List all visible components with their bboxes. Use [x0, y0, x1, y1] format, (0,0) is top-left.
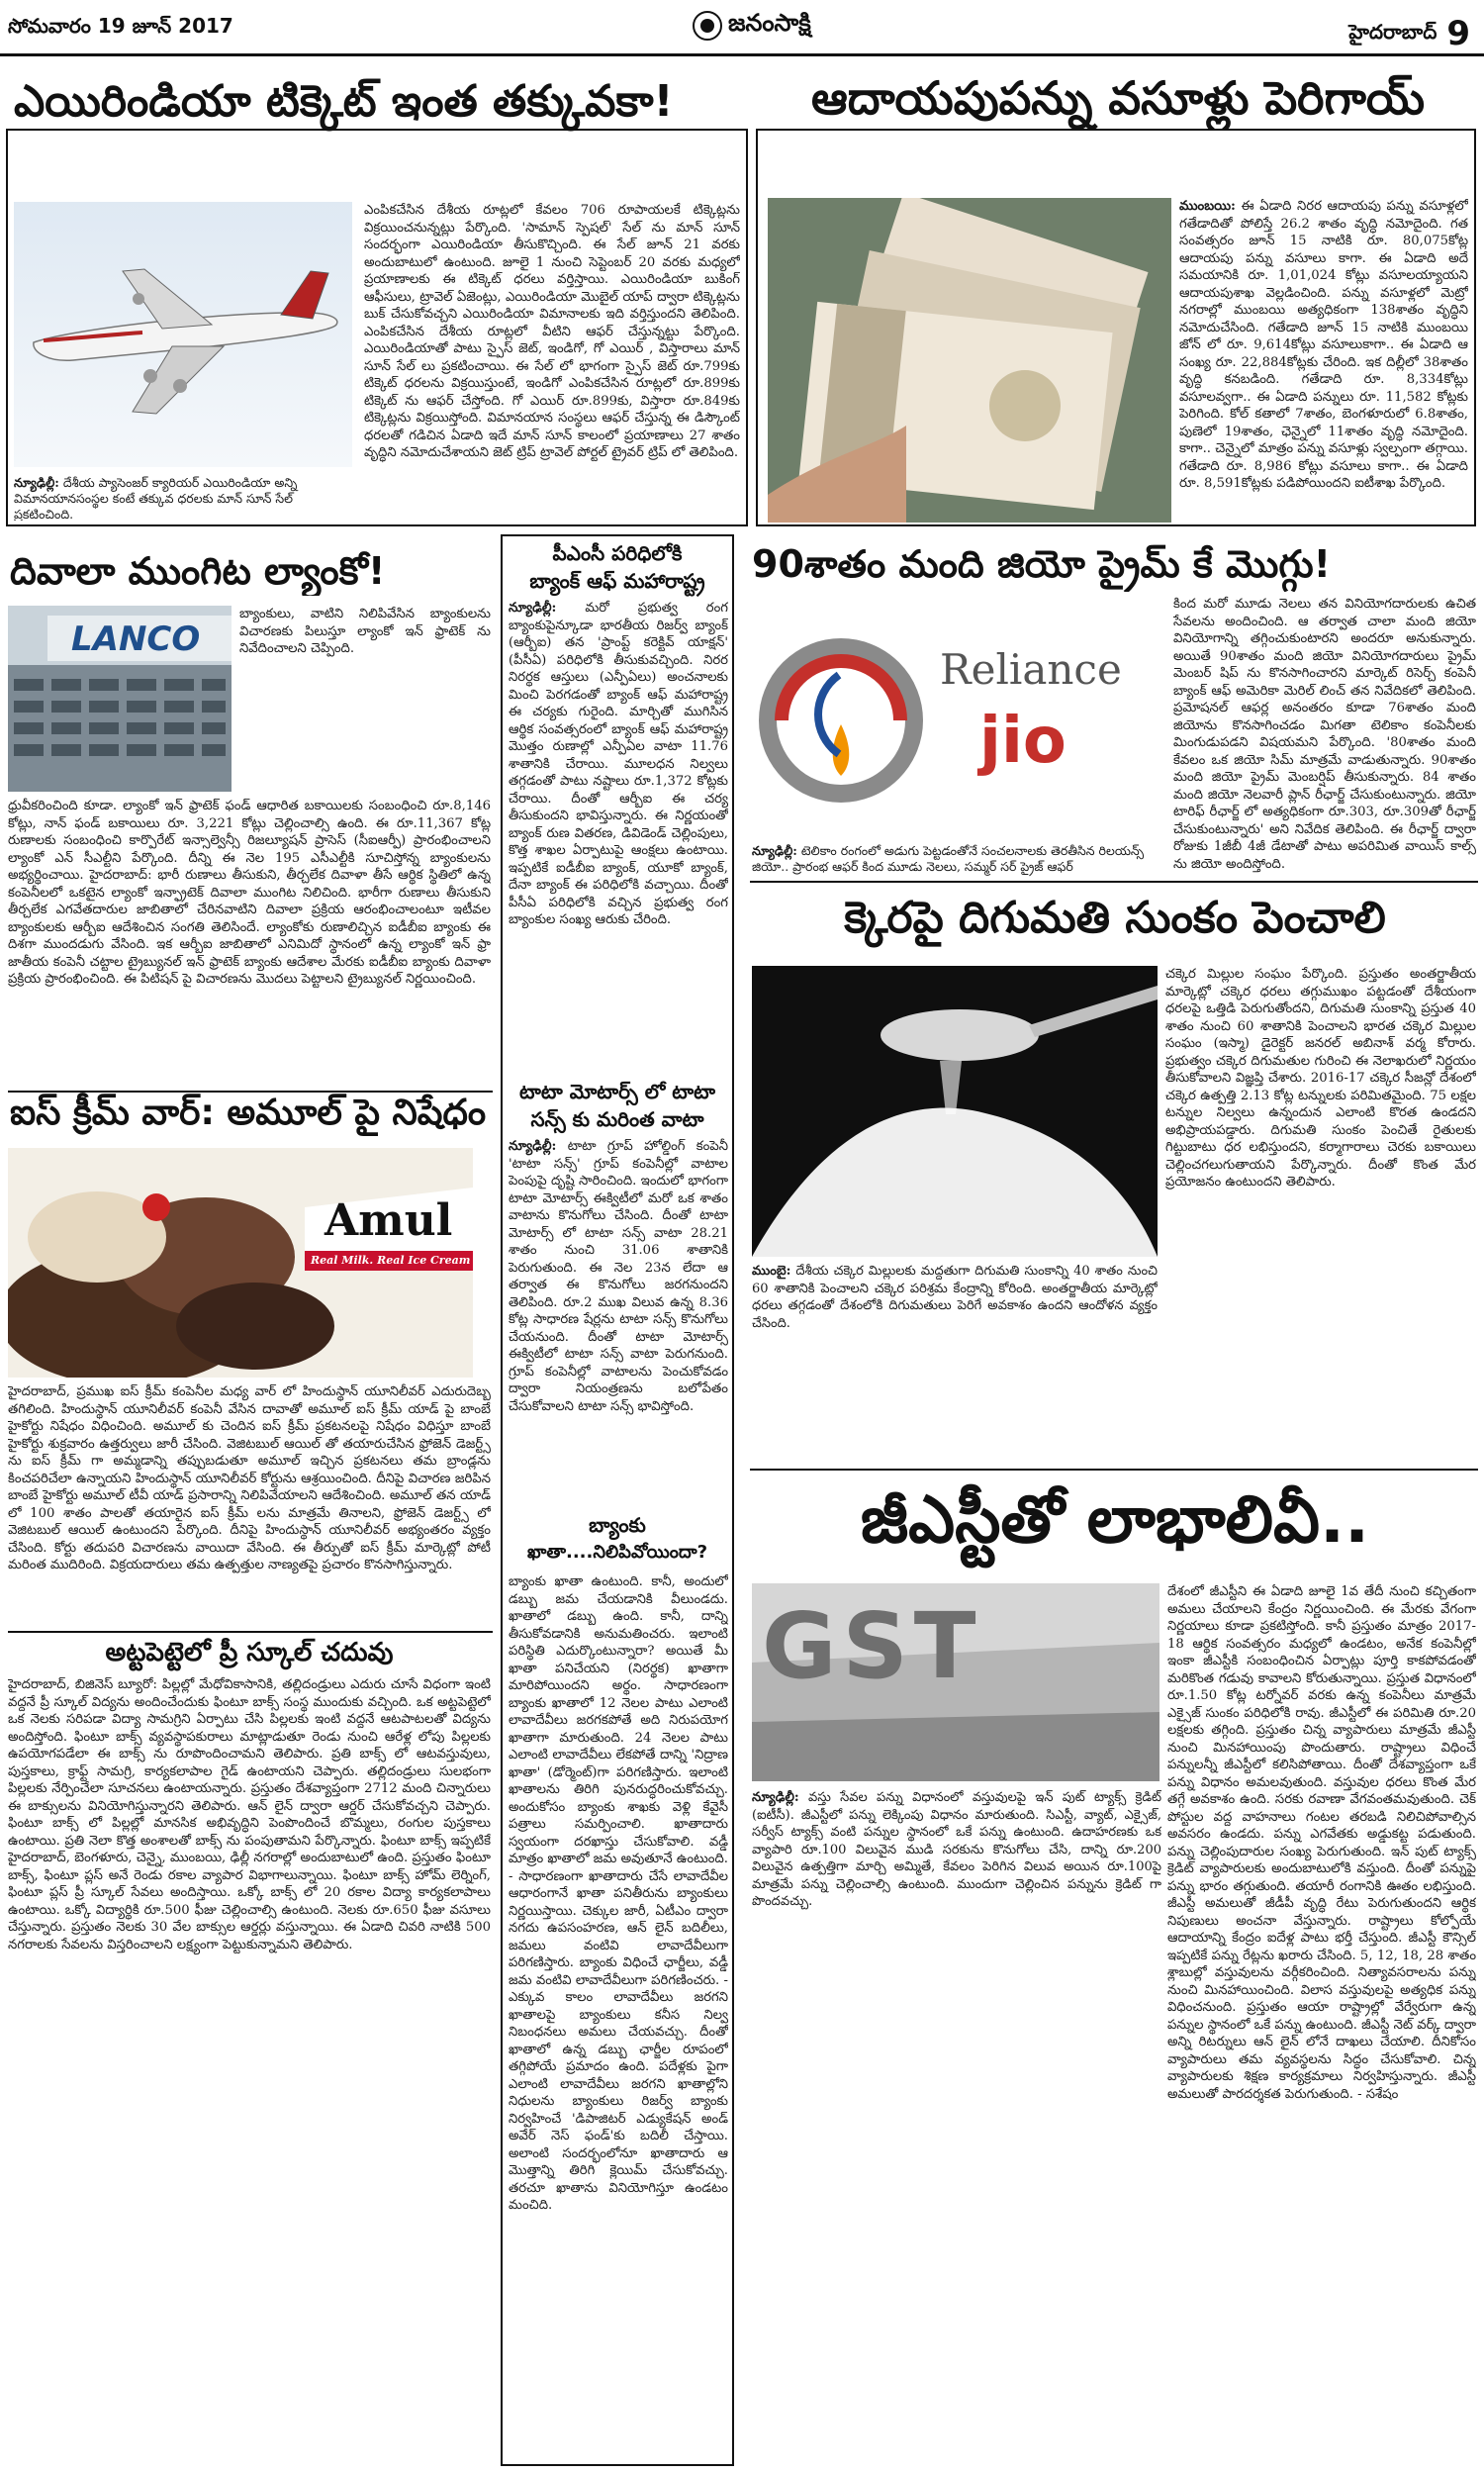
- jio-logo-text-1: Reliance: [940, 645, 1122, 694]
- gst-image: [752, 1583, 1159, 1781]
- tata-headline-2: సన్స్ కు మరింత వాటా: [530, 1107, 704, 1131]
- issue-date: సోమవారం 19 జూన్ 2017: [8, 14, 233, 38]
- amul-tagline: Real Milk. Real Ice Cream: [305, 1251, 473, 1271]
- pmc-headline-1: పీఎంసీ పరిధిలోకి: [552, 541, 683, 565]
- air-india-caption-text: దేశీయ ప్యాసెంజర్ క్యారియర్ ఎయిరిండియా అన్ని విమానయానసంస్థల కంటే తక్కువ ధరలకు మాన్ సూన్ సేల్ ప్రకటించింది.: [14, 475, 298, 521]
- jio-logo-image: [752, 606, 1165, 835]
- gst-caption-lead: న్యూఢిల్లీ:: [752, 1790, 799, 1805]
- pmc-headline-2: బ్యాంక్ ఆఫ్ మహారాష్ట్ర: [529, 569, 705, 593]
- air-india-plane-image: [14, 202, 352, 467]
- amul-logo-text: Amul: [325, 1195, 453, 1246]
- pmc-text: మరో ప్రభుత్వ రంగ బ్యాంకుపైన్కూడా భారతీయ రిజర్వ్ బ్యాంక్ (ఆర్బీఐ) తన 'ప్రాంప్ట్ కరెక్టివ్ యాక్షన్' (పీసీఏ) పరిధిలోకి తీసుకువచ్చింది. నిరర నిరర్థక ఆస్తులు (ఎన్పీఏలు) అంచనాలకు మించి పెరగడంతో బ్యాంక్ ఆఫ్ మహారాష్ట్ర ఈ చర్యకు గురైంది. మార్చితో ముగిసిన ఆర్థిక సంవత్సరంలో బ్యాంక్ ఆఫ్ మహారాష్ట్ర మొత్తం రుణాల్లో ఎన్పీఏల వాటా 11.76 శాతానికి చేరాయి. మూలధన నిల్వలు తగ్గడంతో పాటు నష్టాలు రూ.1,372 కోట్లకు చేరాయి. దీంతో ఆర్బీఐ ఈ చర్య తీసుకుందని భావిస్తున్నారు. ఈ నిర్ణయంతో బ్యాంక్ రుణ వితరణ, డివిడెండ్ చెల్లింపులు, కొత్త శాఖల ఏర్పాటుపై ఆంక్షలు ఉంటాయి. ఇప్పటికే ఐడీబీఐ బ్యాంక్, యూకో బ్యాంక్, దేనా బ్యాంక్ ఈ పరిధిలోకి వచ్చాయి. దీంతో పీసీఏ పరిధిలోకి వచ్చిన ప్రభుత్వ రంగ బ్యాంకుల సంఖ్య ఆరుకు చేరింది.: [509, 601, 728, 927]
- gst-caption-text: వస్తు సేవల పన్ను విధానంలో వస్తువులపై ఇన్ పుట్ ట్యాక్స్ క్రెడిట్ (ఐటీసీ). జీఎస్టీలో పన్ను లెక్కింపు విధానం మారుతుంది. సిఎస్టీ, వ్యాట్, ఎక్సైజ్, సర్వీస్ ట్యాక్స్ వంటి పన్నుల స్థానంలో ఒకే పన్ను ఉంటుంది. ఉదాహరణకు ఒక వ్యాపారి రూ.100 విలువైన ముడి సరకును కొనుగోలు చేసి, దాన్ని రూ.200 విలువైన ఉత్పత్తిగా మార్చి అమ్మితే, కేవలం పెరిగిన విలువ అయిన రూ.100పై మాత్రమే పన్ను చెల్లించాల్సి ఉంటుంది. ముందుగా చెల్లించిన పన్నును క్రెడిట్ గా పొందవచ్చు.: [752, 1790, 1161, 1909]
- sugar-image: [752, 966, 1158, 1257]
- jio-caption-text: టెలికాం రంగంలో అడుగు పెట్టడంతోనే సంచలనాలకు తెరతీసిన రిలయన్స్ జియో.. ప్రారంభ ఆఫర్ కింద మూడు నెలలు, సమ్మర్ సర్ ప్రైజ్ ఆఫర్: [752, 843, 1145, 874]
- lanco-building-image: [8, 606, 232, 792]
- page-header-right: [1348, 14, 1470, 53]
- lanco-headline: దివాలా ముంగిట ల్యాంకో!: [10, 549, 386, 593]
- bank-body: బ్యాంకు ఖాతా ఉంటుంది. కానీ, అందులో డబ్బు జమ చేయడానికి వీలుండదు. ఖాతాలో డబ్బు ఉంది. కానీ, దాన్ని తీసుకోవడానికి అనుమతించరు. ఇలాంటి పరిస్థితి ఎదుర్కొంటున్నారా? అయితే మీ ఖాతా పనిచేయని (నిరర్థక) ఖాతాగా మారిపోయిందని అర్థం. సాధారణంగా బ్యాంకు ఖాతాలో 12 నెలల పాటు ఎలాంటి లావాదేవీలు జరగకపోతే అది నిరుపయోగ ఖాతాగా మారుతుంది. 24 నెలల పాటు ఎలాంటి లావాదేవీలు లేకపోతే దాన్ని 'నిద్రాణ ఖాతా' (డోర్మెంట్)గా పరిగణిస్తారు. ఇలాంటి ఖాతాలను తిరిగి పునరుద్ధరించుకోవచ్చు. అందుకోసం బ్యాంకు శాఖకు వెళ్లి కేవైసీ పత్రాలు సమర్పించాలి. ఖాతాదారు స్వయంగా దరఖాస్తు చేసుకోవాలి. వడ్డీ మాత్రం ఖాతాలో జమ అవుతూనే ఉంటుంది. - సాధారణంగా ఖాతాదారు చేసే లావాదేవీల ఆధారంగానే ఖాతా పనితీరును బ్యాంకులు నిర్ణయిస్తాయి. చెక్కుల జారీ, ఏటీఎం ద్వారా నగదు ఉపసంహరణ, ఆన్ లైన్ బదిలీలు, జమలు వంటివి లావాదేవీలుగా పరిగణిస్తారు. బ్యాంకు విధించే ఛార్జీలు, వడ్డీ జమ వంటివి లావాదేవీలుగా పరిగణించరు. - ఎక్కువ కాలం లావాదేవీలు జరగని ఖాతాలపై బ్యాంకులు కనీస నిల్వ నిబంధనలు అమలు చేయవచ్చు. దీంతో ఖాతాలో ఉన్న డబ్బు ఛార్జీల రూపంలో తగ్గిపోయే ప్రమాదం ఉంది. పదేళ్లకు పైగా ఎలాంటి లావాదేవీలు జరగని ఖాతాల్లోని నిధులను బ్యాంకులు రిజర్వ్ బ్యాంకు నిర్వహించే 'డిపాజిటర్ ఎడ్యుకేషన్ అండ్ అవేర్ నెస్ ఫండ్'కు బదిలీ చేస్తాయి. అలాంటి సందర్భంలోనూ ఖాతాదారు ఆ మొత్తాన్ని తిరిగి క్లెయిమ్ చేసుకోవచ్చు. తరచూ ఖాతాను వినియోగిస్తూ ఉండటం మంచిది.: [509, 1574, 728, 2213]
- pmc-body: [509, 600, 728, 1065]
- tata-lead: న్యూఢిల్లీ:: [509, 1139, 557, 1154]
- school-headline: అట్టపెట్టెలో ప్రీ స్కూల్ చదువు: [105, 1638, 394, 1667]
- bank-headline-2: ఖాతా....నిలిపివోయిందా?: [526, 1542, 708, 1563]
- lanco-logo-text: LANCO: [71, 619, 201, 659]
- school-body: హైదరాబాద్, బిజినెస్ బ్యూరో: పిల్లల్లో మేధోవికాసానికి, తల్లిదండ్రులు ఎదురు చూసే విధంగా ఇంటి వద్దనే ప్రీ స్కూల్ విద్యను అందించేందుకు ఫింటూ బాక్స్ సంస్థ ముందుకు వచ్చింది. ఒక అట్టపెట్టెలో ఒక నెలకు సరిపడా విద్యా సామగ్రిని ఏర్పాటు చేసి పిల్లలకు ఇంటి వద్దనే ఆటపాటలతో విద్యను అందిస్తోంది. ఫింటూ బాక్స్ వ్యవస్థాపకురాలు మాట్లాడుతూ రెండు నుంచి ఆరేళ్ల లోపు పిల్లలకు ఉపయోగపడేలా ఈ బాక్స్ ను రూపొందించామని తెలిపారు. ప్రతి బాక్స్ లో ఆటవస్తువులు, పుస్తకాలు, క్రాఫ్ట్ సామగ్రి, కార్యకలాపాల గైడ్ ఉంటాయని చెప్పారు. తల్లిదండ్రులు సులభంగా పిల్లలకు నేర్పించేలా సూచనలు ఉంటాయన్నారు. ప్రస్తుతం దేశవ్యాప్తంగా 2712 మంది చిన్నారులు ఈ బాక్సులను వినియోగిస్తున్నారని తెలిపారు. ఆన్ లైన్ ద్వారా ఆర్డర్ చేసుకోవచ్చని చెప్పారు. ఫింటూ బాక్స్ లో పిల్లల్లో మానసిక అభివృద్ధిని పెంపొందించే బొమ్మలు, రంగుల పుస్తకాలు ఉంటాయి. ప్రతి నెలా కొత్త అంశాలతో బాక్స్ ను పంపుతామని పేర్కొన్నారు. ఫింటూ బాక్స్ ఇప్పటికే హైదరాబాద్, బెంగళూరు, చెన్నై, ముంబయి, ఢిల్లీ నగరాల్లో అందుబాటులో ఉంది. ప్రస్తుతం ఫింటూ బాక్స్, ఫింటూ ప్లస్ అనే రెండు రకాల వ్యాపార విభాగాలున్నాయి. ఫింటూ బాక్స్ హోమ్ లెర్నింగ్, ఫింటూ ప్లస్ ప్రీ స్కూల్ సేవలు అందిస్తాయి. ఒక్కో బాక్స్ లో 20 రకాల విద్యా కార్యకలాపాలు ఉంటాయి. ఒక్కో విద్యార్థికి రూ.500 ఫీజు చెల్లించాల్సి ఉంటుంది. నెలకు రూ.650 ఫీజు వసూలు చేస్తున్నారు. ప్రస్తుతం నెలకు 30 వేల బాక్సుల ఆర్డర్లు వస్తున్నాయి. ఈ ఏడాది చివరి నాటికి 500 నగరాలకు సేవలను విస్తరించాలని లక్ష్యంగా పెట్టుకున్నామని తెలిపారు.: [8, 1677, 491, 1952]
- airplane-icon: [14, 202, 352, 467]
- sugar-body: చక్కెర మిల్లుల సంఘం పేర్కొంది. ప్రస్తుతం అంతర్జాతీయ మార్కెట్లో చక్కెర ధరలు తగ్గుముఖం పట్టడంతో దేశీయంగా ధరలపై ఒత్తిడి పెరుగుతోందని, దిగుమతి సుంకాన్ని ప్రస్తుత 40 శాతం నుంచి 60 శాతానికి పెంచాలని భారత చక్కెర మిల్లుల సంఘం (ఇస్మా) డైరెక్టర్ జనరల్ అబినాశ్ వర్మ కోరారు. ప్రభుత్వం చక్కెర దిగుమతుల గురించి ఈ నెలాఖరులో నిర్ణయం తీసుకోవాలని విజ్ఞప్తి చేశారు. 2016-17 చక్కెర సీజన్లో దేశంలో చక్కెర ఉత్పత్తి 2.13 కోట్ల టన్నులకు పరిమితమైంది. 75 లక్షల టన్నుల నిల్వలు ఉన్నందున ఎలాంటి కొరత ఉండదని అభిప్రాయపడ్డారు. దిగుమతి సుంకం పెంచితే రైతులకు గిట్టుబాటు ధర లభిస్తుందని, కర్మాగారాలు చెరకు బకాయిలు చెల్లించగలుగుతాయని పేర్కొన్నారు. దీంతో కొంత మేర ప్రయోజనం ఉంటుందని తెలిపారు.: [1165, 967, 1476, 1189]
- jio-body: కింద మరో మూడు నెలలు తన వినియోగదారులకు ఉచిత సేవలను అందించింది. ఆ తర్వాత చాలా మంది జియో వినియోగాన్ని తగ్గించుకుంటారని అందరూ అనుకున్నారు. అయితే 90శాతం మంది జియో వినియోగదారులు ప్రైమ్ మెంబర్ షిప్ ను కొనసాగించారని మార్కెట్ రిసెర్చ్ కంపెనీ బ్యాంక్ ఆఫ్ అమెరికా మెరిల్ లించ్ తన నివేదికలో తెలిపింది. ప్రమోషనల్ ఆఫర్ల అనంతరం కూడా 76శాతం మంది జియోను కొనసాగించడం మిగతా టెలికాం కంపెనీలకు మింగుడుపడని విషయమని పేర్కొంది. '80శాతం మంది కేవలం ఒక జియో సిమ్ మాత్రమే వాడుతున్నారు. 90శాతం మంది జియో ప్రైమ్ మెంబర్షిప్ తీసుకున్నారు. 84 శాతం మంది జియో నెలవారీ ప్లాన్ రీఛార్జ్ చేసుకుంటున్నారు. జియో టారిఫ్ రీఛార్జ్ లో అత్యధికంగా రూ.303, రూ.309తో రీఛార్జ్ చేసుకుంటున్నారు' అని నివేదిక తెలిపింది. ఈ రీఛార్జ్ ద్వారా రోజుకు 1జీబీ 4జీ డేటాతో పాటు అపరిమిత వాయిస్ కాల్స్ ను జియో అందిస్తోంది.: [1173, 597, 1476, 872]
- air-india-body: ఎంపికచేసిన దేశీయ రూట్లలో కేవలం 706 రూపాయలకే టిక్కెట్లను విక్రయించనున్నట్లు పేర్కొంది. 'సామాన్ స్పెషల్' సేల్ ను మాన్ సూన్ సందర్భంగా ఎయిరిండియా తీసుకొచ్చింది. ఈ సేల్ జూన్ 21 వరకు అందుబాటులో ఉంటుంది. జూలై 1 నుంచి సెప్టెంబర్ 20 వరకు మధ్యలో ప్రయాణాలకు ఈ టిక్కెట్ ధరలు వర్తిస్తాయి. ఎయిరిండియా బుకింగ్ ఆఫీసులు, ట్రావెల్ ఏజెంట్లు, ఎయిరిండియా మొబైల్ యాప్ ద్వారా టిక్కెట్లను బుక్ చేసుకోవచ్చని ఎయిరిండియా విమానాలకు ఇది వర్తిస్తుందని తెలిపింది. ఎంపికచేసిన దేశీయ రూట్లలో వీటిని ఆఫర్ చేస్తున్నట్టు పేర్కొంది. ఎయిరిండియాతో పాటు స్పైస్ జెట్, ఇండిగో, గో ఎయిర్ , విస్తారాలు మాన్ సూన్ సేల్ లు ప్రకటించాయి. ఈ సేల్ లో భాగంగా స్పైస్ జెట్ రూ.799కు టిక్కెట్ ధరలను విక్రయిస్తుంటే, ఇండిగో ఎంపికచేసిన రూట్లలో రూ.899కు టిక్కెట్ ను ఆఫర్ చేస్తోంది. గో ఎయిర్ రూ.899కు, విస్తారా రూ.849కు టిక్కెట్లను విక్రయిస్తోంది. విమానయాన సంస్థలు ఆఫర్ చేస్తున్న ఈ డిస్కౌంట్ ధరలతో గడిచిన ఏడాది ఇదే మాన్ సూన్ కాలంలో ప్రయాణాలు 27 శాతం వృద్ధిని నమోదుచేశాయని జెట్ ట్రిప్ ట్రావెల్ పోర్టల్ ట్రైవర్ ట్రిప్ లో తెలిపింది.: [364, 203, 740, 460]
- reliance-jio-icon: [752, 606, 1165, 835]
- tax-body: [1179, 198, 1468, 521]
- masthead-title: జనంసాక్షి: [728, 9, 811, 37]
- jio-headline: 90శాతం మంది జియో ప్రైమ్ కే మొగ్గు!: [752, 542, 1331, 586]
- divider-lanco-amul: [8, 1091, 493, 1093]
- tata-body: [509, 1138, 728, 1498]
- pmc-lead: న్యూఢిల్లీ:: [509, 601, 557, 616]
- gst-caption: [752, 1789, 1161, 2460]
- masthead-logo-icon: [693, 11, 722, 41]
- lanco-body: ధ్రువీకరించింది కూడా. ల్యాంకో ఇన్ ఫ్రాటెక్ ఫండ్ ఆధారిత బకాయిలకు సంబంధించి రూ.8,146 కోట్లు, నాన్ ఫండ్ బకాయిలు రూ. 3,221 కోట్లు చెల్లించాల్సి ఉంది. ఈ రూ.11,367 కోట్ల రుణాలకు సంబంధించి కార్పొరేట్ ఇన్సాల్వెన్సీ రిజల్యూషన్ ప్రాసెస్ (సీఐఆర్పీ) ప్రారంభించాలని ల్యాంకో ఎన్ సీఎల్టీని పేర్కొంది. దీన్ని ఈ నెల 195 ఎసీఎల్టీకి సూచిస్తోన్న బ్యాంకులను అభ్యర్థించాయి. హైదరాబాద్: భారీ రుణాలు తీసుకుని, తీర్చలేక దివాళా తీసే ఆర్థిక స్థితిలో ఉన్న కంపెనీలలో ఒకటైన ల్యాంకో ఇన్ఫ్రాటెక్ దివాలా ముంగిట నిలిచింది. భారీగా రుణాలు తీసుకుని తీర్చలేక ఎగవేతదారుల జాబితాలో చేరినవాటిని దివాలా ప్రక్రియ ఆరంభించాలంటూ ఇటీవల బ్యాంకులకు ఆర్బీఐ ఆదేశించిన సంగతి తెలిసిందే. ల్యాంకోకు రుణాలిచ్చిన ఐడీబీఐ బ్యాంకు ఈ దిశగా ముందడుగు వేసింది. ఇక ఆర్బీఐ జాబితాలో ఎనిమిదో స్థానంలో ఉన్న ల్యాంకో ఇన్ ఫ్రా జాతీయ కంపెనీ చట్టాల ట్రైబ్యునల్ ఇన్ ఫ్రాటెక్ బ్యాంకు ఆదేశాల మేరకు ఐడీబీఐ బ్యాంకు దివాళా ప్రక్రియ ప్రారంభించింది. ఈ పిటిషన్ పై విచారణను మొదలు పెట్టాలని ట్రైబ్యునల్ నిర్ణయించింది.: [8, 799, 491, 987]
- sugar-caption-lead: ముంబై:: [752, 1264, 791, 1279]
- sugar-headline: క్కెరపై దిగుమతి సుంకం పెంచాలి: [844, 893, 1386, 943]
- sugar-spoon-icon: [752, 966, 1158, 1257]
- jio-logo-text-2: jio: [979, 705, 1067, 778]
- tax-headline: ఆదాయపుపన్ను వసూళ్లు పెరిగాయ్: [810, 71, 1425, 125]
- lanco-body-top: బ్యాంకులు, వాటిని నిలిపివేసిన బ్యాంకులను విచారణకు పిలుస్తూ ల్యాంకో ఇన్ ఫ్రాటెక్ ను నివేదించాలని చెప్పింది.: [239, 607, 491, 656]
- page-number: 9: [1446, 14, 1470, 53]
- amul-ice-cream-image: [8, 1148, 473, 1378]
- jio-caption-lead: న్యూఢిల్లీ:: [752, 843, 797, 858]
- masthead: [693, 6, 900, 46]
- gst-body: దేశంలో జీఎస్టీని ఈ ఏడాది జూలై 1వ తేదీ నుంచి కచ్చితంగా అమలు చేయాలని కేంద్రం నిర్ణయించింది. ఈ మేరకు వేగంగా నిర్ణయాలు కూడా ప్రకటిస్తోంది. కానీ ప్రస్తుతం మాత్రం 2017-18 ఆర్థిక సంవత్సరం మధ్యలో ఉండటం, అనేక కంపెనీల్లో ఇంకా జీఎస్టీకి సంబంధించిన ఏర్పాట్లు పూర్తి కాకపోవడంతో మరికొంత గడువు కావాలని కోరుతున్నాయి. ప్రస్తుత విధానంలో రూ.1.50 కోట్ల టర్నోవర్ వరకు ఉన్న కంపెనీలు మాత్రమే ఎక్సైజ్ సుంకం పరిధిలోకి రావు. జీఎస్టీలో ఈ పరిమితి రూ.20 లక్షలకు తగ్గింది. ప్రస్తుతం చిన్న వ్యాపారులు మాత్రమే జీఎస్టీ నుంచి మినహాయింపు పొందుతారు. రాష్ట్రాలు విధించే పన్నులన్నీ జీఎస్టీలో కలిసిపోతాయి. దీంతో దేశవ్యాప్తంగా ఒకే పన్ను విధానం అమలవుతుంది. వస్తువుల ధరలు కొంత మేర తగ్గే అవకాశం ఉంది. సరకు రవాణా వేగవంతమవుతుంది. చెక్ పోస్టుల వద్ద వాహనాలు గంటల తరబడి నిలిచిపోవాల్సిన అవసరం ఉండదు. పన్ను ఎగవేతకు అడ్డుకట్ట పడుతుంది. పన్ను చెల్లింపుదారుల సంఖ్య పెరుగుతుంది. ఇన్ పుట్ ట్యాక్స్ క్రెడిట్ వ్యాపారులకు అందుబాటులోకి వస్తుంది. దీంతో పన్నుపై పన్ను భారం తగ్గుతుంది. తయారీ రంగానికి ఊతం లభిస్తుంది. జీఎస్టీ అమలుతో జీడీపీ వృద్ధి రేటు పెరుగుతుందని ఆర్థిక నిపుణులు అంచనా వేస్తున్నారు. రాష్ట్రాలు కోల్పోయే ఆదాయాన్ని కేంద్రం ఐదేళ్ల పాటు భర్తీ చేస్తుంది. జీఎస్టీ కౌన్సిల్ ఇప్పటికే పన్ను రేట్లను ఖరారు చేసింది. 5, 12, 18, 28 శాతం శ్లాబుల్లో వస్తువులను వర్గీకరించింది. నిత్యావసరాలను పన్ను నుంచి మినహాయించింది. విలాస వస్తువులపై అత్యధిక పన్ను విధించనుంది. ప్రస్తుతం ఆయా రాష్ట్రాల్లో వేర్వేరుగా ఉన్న పన్నుల స్థానంలో ఒకే పన్ను ఉంటుంది. జీఎస్టీ నెట్ వర్క్ ద్వారా అన్ని రిటర్నులు ఆన్ లైన్ లోనే దాఖలు చేయాలి. దీనికోసం వ్యాపారులు తమ వ్యవస్థలను సిద్ధం చేసుకోవాలి. చిన్న వ్యాపారులకు శిక్షణ కార్యక్రమాలు నిర్వహిస్తున్నారు. జీఎస్టీ అమలుతో పారదర్శకత పెరుగుతుంది. - సశేషం: [1167, 1584, 1476, 2102]
- bank-headline-1: బ్యాంకు: [589, 1513, 646, 1537]
- tax-text: ఈ ఏడాది నిరర ఆదాయపు పన్ను వసూళ్లలో గతేడాదితో పోలిస్తే 26.2 శాతం వృద్ధి నమోదైంది. గత సంవత్సరం జూన్ 15 నాటికి రూ. 80,075కోట్ల ఆదాయపు పన్ను వసూలు కాగా. ఈ ఏడాది అదే సమయానికి రూ. 1,01,024 కోట్లు వసూలయ్యాయని ఆదాయపుశాఖ వెల్లడించింది. పన్ను వసూళ్లలో మెట్రో నగరాల్లో ముంబయి అత్యధికంగా 138శాతం వృద్ధిని నమోదుచేసింది. గతేడాది జూన్ 15 నాటికి ముంబయి జోన్ లో రూ. 9,614కోట్లు వసూలుకాగా.. ఈ ఏడాది ఆ సంఖ్య రూ. 22,884కోట్లకు చేరింది. ఇక దిల్లీలో 38శాతం వృద్ధి కనబడింది. గతేడాది రూ. 8,334కోట్లు వసూలవ్వగా.. ఈ ఏడాది పన్నులు రూ. 11,582 కోట్లకు పెరిగింది. కోల్ కతాలో 7శాతం, బెంగళూరులో 6.8శాతం, పుణెలో 19శాతం, ఛెన్నైలో 11శాతం వృద్ధి నమోదైంది. కాగా.. చెన్నైలో మాత్రం పన్ను వసూళ్లు స్వల్పంగా తగ్గాయి. గతేడాది రూ. 8,986 కోట్లు వసూలు కాగా.. ఈ ఏడాది రూ. 8,591కోట్లకు పడిపోయిందని ఐటీశాఖ పేర్కొంది.: [1179, 199, 1468, 491]
- tata-text: టాటా గ్రూప్ హోల్డింగ్ కంపెనీ 'టాటా సన్స్' గ్రూప్ కంపెనీల్లో వాటాల పెంపుపై దృష్టి సారించింది. ఇందులో భాగంగా టాటా మోటార్స్ ఈక్విటీలో మరో ఒక శాతం వాటాను కొనుగోలు చేసింది. దీంతో టాటా మోటార్స్ లో టాటా సన్స్ వాటా 28.21 శాతం నుంచి 31.06 శాతానికి పెరుగుతుంది. ఈ నెల 23న లేదా ఆ తర్వాత ఈ కొనుగోలు జరగనుందని తెలిపింది. రూ.2 ముఖ విలువ ఉన్న 8.36 కోట్ల సాధారణ షేర్లను టాటా సన్స్ కొనుగోలు చేయనుంది. దీంతో టాటా మోటార్స్ ఈక్విటీలో టాటా సన్స్ వాటా పెరుగనుంది. గ్రూప్ కంపెనీల్లో వాటాలను పెంచుకోవడం ద్వారా నియంత్రణను బలోపేతం చేసుకోవాలని టాటా సన్స్ భావిస్తోంది.: [509, 1139, 728, 1414]
- air-india-caption: [14, 475, 352, 521]
- air-india-headline: ఎయిరిండియా టిక్కెట్ ఇంత తక్కువకా!: [14, 76, 674, 127]
- jio-caption: [752, 843, 1167, 877]
- air-india-caption-lead: న్యూఢిల్లీ:: [14, 475, 59, 490]
- amul-headline: ఐస్ క్రీమ్ వార్: అమూల్ పై నిషేధం: [10, 1093, 487, 1133]
- divider-amul-school: [8, 1631, 493, 1633]
- tata-headline-1: టాటా మోటార్స్ లో టాటా: [519, 1080, 715, 1103]
- gst-headline: జీఎస్టీతో లాభాలివీ..: [860, 1481, 1370, 1558]
- gst-logo-text: GST: [762, 1593, 982, 1699]
- city-name: హైదరాబాద్: [1348, 19, 1438, 44]
- currency-icon: [768, 198, 1171, 523]
- sugar-caption-text: దేశీయ చక్కెర మిల్లులకు మద్దతుగా దిగుమతి సుంకాన్ని 40 శాతం నుంచి 60 శాతానికి పెంచాలని చక్కెర పరిశ్రమ కేంద్రాన్ని కోరింది. అంతర్జాతీయ మార్కెట్లో ధరలు తగ్గడంతో దేశంలోకి దిగుమతులు పెరిగే అవకాశం ఉందని ఆందోళన వ్యక్తం చేసింది.: [752, 1264, 1158, 1331]
- header-rule: [0, 53, 1484, 56]
- tax-lead: ముంబయి:: [1179, 199, 1236, 214]
- currency-notes-image: [768, 198, 1171, 523]
- divider-jio-sugar: [750, 881, 1478, 883]
- divider-sugar-gst: [750, 1469, 1478, 1471]
- amul-body: హైదరాబాద్, ప్రముఖ ఐస్ క్రీమ్ కంపెనీల మధ్య వార్ లో హిందుస్థాన్ యూనిలీవర్ ఎదురుదెబ్బ తగిలింది. హిందుస్థాన్ యూనిలీవర్ కంపెనీ వేసిన దావాతో అమూల్ ఐస్ క్రీమ్ యాడ్ పై బాంబే హైకోర్టు నిషేధం విధించింది. అమూల్ కు చెందిన ఐస్ క్రీమ్ ప్రకటనలపై నిషేధం విధిస్తూ బాంబే హైకోర్టు శుక్రవారం ఉత్తర్వులు జారీ చేసింది. వెజిటబుల్ ఆయిల్ తో తయారుచేసిన ఫ్రోజెన్ డెజర్ట్స్ ను ఐస్ క్రీమ్ గా అమ్మడాన్ని తప్పుబడుతూ అమూల్ ఇచ్చిన ప్రకటనలు తమ బ్రాండ్లను కించపరిచేలా ఉన్నాయని హిందుస్థాన్ యూనిలీవర్ కోర్టును ఆశ్రయించింది. దీనిపై విచారణ జరిపిన బాంబే హైకోర్టు అమూల్ టీవీ యాడ్ ప్రసారాన్ని నిలిపివేయాలని ఆదేశించింది. అమూల్ తన యాడ్ లో 100 శాతం పాలతో తయారైన ఐస్ క్రీమ్ లను మాత్రమే తినాలని, ఫ్రోజెన్ డెజర్ట్స్ లో వెజిటబుల్ ఆయిల్ ఉంటుందని పేర్కొంది. దీనిపై హిందుస్థాన్ యూనిలీవర్ అభ్యంతరం వ్యక్తం చేసింది. కోర్టు తదుపరి విచారణను వాయిదా వేసింది. ఈ తీర్పుతో ఐస్ క్రీమ్ మార్కెట్లో పోటీ మరింత ముదిరింది. విక్రయదారులు తమ ఉత్పత్తుల నాణ్యతపై ప్రచారం కొనసాగిస్తున్నారు.: [8, 1384, 491, 1572]
